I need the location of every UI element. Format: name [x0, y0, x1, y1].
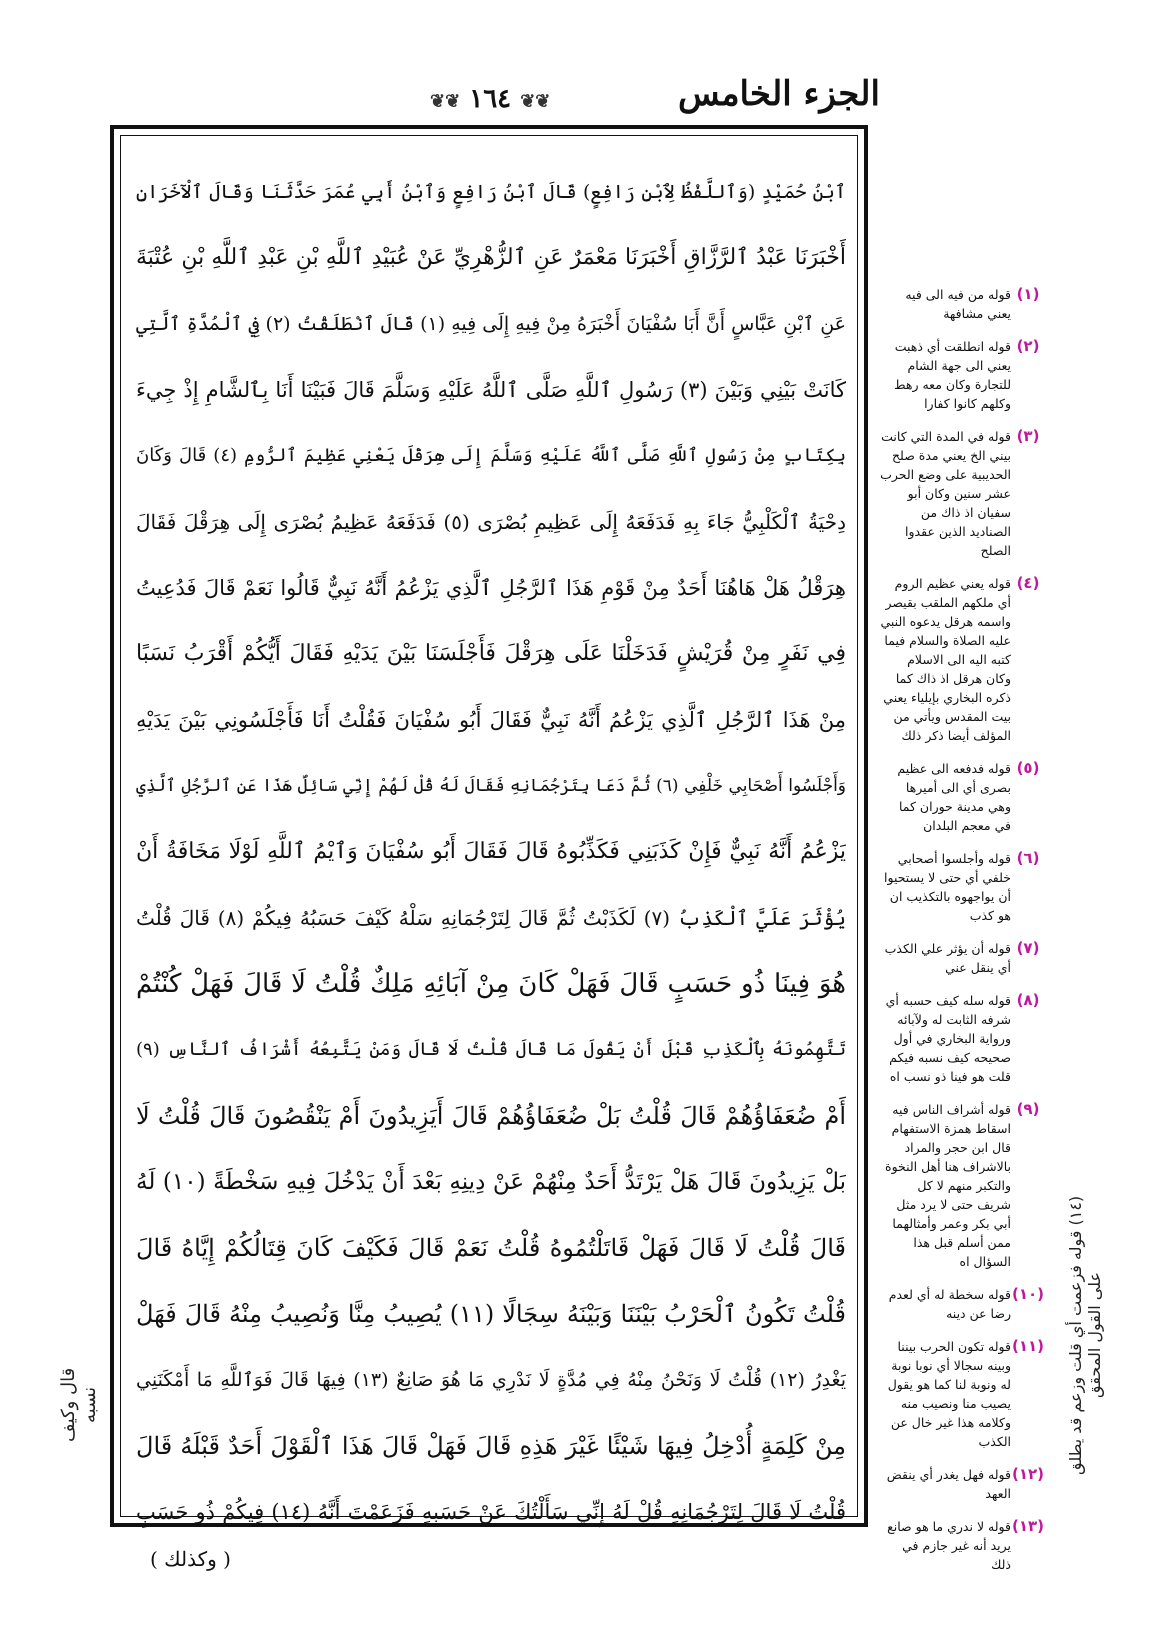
- footnote-text: قوله لا ندري ما هو صانع يريد أنه غير جازم في ذلك: [887, 1519, 1011, 1572]
- text-line: قُلْتُ لَا قَالَ لِتَرْجُمَانِهِ قُلْ لَهُ إِنِّي سَأَلْتُكَ عَنْ حَسَبِهِ فَزَعَمْتَ أَنَّهُ (١٤) فِيكُمْ ذُو حَسَبٍ: [136, 1500, 846, 1524]
- footnote: [880, 574, 1045, 745]
- text-line: يُؤْثَرَ عَلَيَّ ٱلْكَذِبُ (٧) لَكَذَبْتُ ثُمَّ قَالَ لِتَرْجُمَانِهِ سَلْهُ كَيْفَ حَسَبُهُ فِيكُمْ (٨) قَالَ قُلْتُ: [136, 906, 846, 930]
- left-margin-note: قال وكيف نسبه: [58, 1367, 100, 1443]
- footnote-text: قوله وأجلسوا أصحابي خلفي أي حتى لا يستحيوا أن يواجهوه بالتكذيب ان هو كذب: [884, 851, 1011, 923]
- footnote-number: (٦): [1016, 849, 1040, 867]
- text-line: عَنِ ٱبْنِ عَبَّاسٍ أَنَّ أَبَا سُفْيَانَ أَخْبَرَهُ مِنْ فِيهِ إِلَى فِيهِ (١) قَالَ ٱنْطَلَقْتُ (٢) فِي ٱلْمُدَّةِ ٱلَّتِي: [136, 313, 846, 335]
- footnote-text: قوله انطلقت أي ذهبت يعني الى جهة الشام للتجارة وكان معه رهط وكلهم كانوا كفارا: [894, 339, 1011, 411]
- footnote: [880, 1100, 1045, 1271]
- footnote: [880, 1465, 1045, 1503]
- footnote-number: (١٢): [1011, 1465, 1045, 1483]
- text-line: مِنْ هَذَا ٱلرَّجُلِ ٱلَّذِي يَزْعُمُ أَنَّهُ نَبِيٌّ فَقَالَ أَبُو سُفْيَانَ فَقُلْتُ أَنَا فَأَجْلَسُونِي بَيْنَ يَدَيْهِ: [136, 708, 846, 732]
- text-line: يَزْعُمُ أَنَّهُ نَبِيٌّ فَإِنْ كَذَبَنِي فَكَذِّبُوهُ قَالَ فَقَالَ أَبُو سُفْيَانَ وَٱيْمُ ٱللَّهِ لَوْلَا مَخَافَةُ أَنْ: [136, 839, 846, 864]
- footnote-text: قوله في المدة التي كانت بيني الخ يعني مدة صلح الحديبية على وضع الحرب عشر سنين وكان أبو سفيان اذ ذاك من الصناديد الذين عقدوا الصلح: [880, 429, 1011, 558]
- footnote-number: (٩): [1016, 1100, 1040, 1118]
- footnote-text: قوله يعني عظيم الروم أي ملكهم الملقب بقيصر واسمه هرقل يدعوه النبي عليه الصلاة والسلام فيما كتبه اليه الى الاسلام وكان هرقل اذ ذاك كما ذكره البخاري بإيلياء يعني بيت المقدس ويأتي من المؤلف أيضا ذكر ذلك: [880, 576, 1011, 743]
- main-text: [136, 159, 846, 1545]
- footnote-number: (١): [1016, 285, 1040, 303]
- text-line: أَخْبَرَنَا عَبْدُ ٱلرَّزَّاقِ أَخْبَرَنَا مَعْمَرٌ عَنِ ٱلزُّهْرِيِّ عَنْ عُبَيْدِ ٱللَّهِ بْنِ عَبْدِ ٱللَّهِ بْنِ عُتْبَةَ: [136, 245, 846, 270]
- main-text-frame: [110, 125, 868, 1527]
- footnote-text: قوله تكون الحرب بيننا وبينه سجالا أي نوبا نوبة له ونوبة لنا كما هو يقول يصيب منا ونصيب منه وكلامه هذا غير خال عن الكذب: [887, 1339, 1011, 1449]
- footnote: [880, 991, 1045, 1086]
- text-line: ٱبْنُ حُمَيْدٍ (وَٱللَّفْظُ لِٱبْنِ رَافِعٍ) قَالَ ٱبْنُ رَافِعٍ وَٱبْنُ أَبِي عُمَرَ حَدَّثَنَا وَقَالَ ٱلْآخَرَانِ: [136, 181, 846, 203]
- footnote: [880, 1337, 1045, 1451]
- ornament-right-icon: ❦❦: [520, 91, 551, 112]
- page-header: [100, 70, 880, 130]
- text-line: قُلْتُ تَكُونُ ٱلْحَرْبُ بَيْنَنَا وَبَيْنَهُ سِجَالًا (١١) يُصِيبُ مِنَّا وَنُصِيبُ مِنْهُ قَالَ فَهَلْ: [136, 1300, 846, 1328]
- footnote: [880, 1285, 1045, 1323]
- footnote-text: قوله من فيه الى فيه يعني مشافهة: [905, 287, 1011, 321]
- footnote-number: (١٣): [1011, 1517, 1045, 1535]
- text-line: هِرَقْلُ هَلْ هَاهُنَا أَحَدٌ مِنْ قَوْمِ هَذَا ٱلرَّجُلِ ٱلَّذِي يَزْعُمُ أَنَّهُ نَبِيٌّ قَالُوا نَعَمْ قَالَ فَدُعِيتُ: [136, 576, 846, 600]
- text-line: هُوَ فِينَا ذُو حَسَبٍ قَالَ فَهَلْ كَانَ مِنْ آبَائِهِ مَلِكٌ قُلْتُ لَا قَالَ فَهَلْ كُنْتُمْ: [136, 969, 846, 999]
- text-line: كَانَتْ بَيْنِي وَبَيْنَ (٣) رَسُولِ ٱللَّهِ صَلَّى ٱللَّهُ عَلَيْهِ وَسَلَّمَ قَالَ فَبَيْنَا أَنَا بِٱلشَّامِ إِذْ جِيءَ: [136, 378, 846, 402]
- text-line: أَمْ ضُعَفَاؤُهُمْ قَالَ قُلْتُ بَلْ ضُعَفَاؤُهُمْ قَالَ أَيَزِيدُونَ أَمْ يَنْقُصُونَ قَالَ قُلْتُ لَا: [136, 1102, 846, 1130]
- text-line: يَغْدِرُ (١٢) قُلْتُ لَا وَنَحْنُ مِنْهُ فِي مُدَّةٍ لَا نَدْرِي مَا هُوَ صَانِعٌ (١٣) فِيهَا قَالَ فَوَٱللَّهِ مَا أَمْكَنَنِي: [136, 1369, 846, 1391]
- footnote: [880, 759, 1045, 835]
- text-line: بَلْ يَزِيدُونَ قَالَ هَلْ يَرْتَدُّ أَحَدٌ مِنْهُمْ عَنْ دِينِهِ بَعْدَ أَنْ يَدْخُلَ فِيهِ سَخْطَةً (١٠) لَهُ: [136, 1169, 846, 1195]
- part-title: الجزء الخامس: [677, 74, 880, 114]
- text-line: وَأَجْلَسُوا أَصْحَابِي خَلْفِي (٦) ثُمَّ دَعَا بِتَرْجُمَانِهِ فَقَالَ لَهُ قُلْ لَهُمْ إِنِّي سَائِلٌ هَذَا عَنِ ٱلرَّجُلِ ٱلَّذِي: [136, 776, 846, 796]
- footnote-number: (٣): [1016, 427, 1040, 445]
- footnote-text: قوله أن يؤثر علي الكذب أي ينقل عني: [884, 941, 1011, 975]
- footnote-text: قوله فهل يغدر أي ينقض العهد: [886, 1467, 1011, 1501]
- ornament-left-icon: ❦❦: [430, 91, 461, 112]
- footnote-number: (٥): [1016, 759, 1040, 777]
- footnote-number: (٤): [1016, 574, 1040, 592]
- footnote: [880, 285, 1045, 323]
- footnotes-column: [880, 285, 1045, 1588]
- footnote-text: قوله سخطة له أي لعدم رضا عن دينه: [888, 1287, 1011, 1321]
- footnote-number: (١٠): [1011, 1285, 1045, 1303]
- footnote-number: (٨): [1016, 991, 1040, 1009]
- text-line: بِكِتَابٍ مِنْ رَسُولِ ٱللَّهِ صَلَّى ٱللَّهُ عَلَيْهِ وَسَلَّمَ إِلَى هِرَقْلَ يَعْنِي عَظِيمَ ٱلرُّومِ (٤) قَالَ وَكَانَ: [136, 445, 846, 466]
- page-number: ١٦٤: [469, 84, 512, 114]
- footnote-text: قوله فدفعه الى عظيم بصرى أي الى أميرها وهي مدينة حوران كما في معجم البلدان: [897, 761, 1011, 833]
- footnote-text: قوله سله كيف حسبه أي شرفه الثابت له ولآبائه ورواية البخاري في أول صحيحه كيف نسبه فيكم قلت هو فينا ذو نسب اه: [885, 993, 1011, 1084]
- page-number-group: [430, 84, 550, 114]
- text-line: فِي نَفَرٍ مِنْ قُرَيْشٍ فَدَخَلْنَا عَلَى هِرَقْلَ فَأَجْلَسَنَا بَيْنَ يَدَيْهِ فَقَالَ أَيُّكُمْ أَقْرَبُ نَسَبًا: [136, 641, 846, 666]
- catchword: ( وكذلك ): [150, 1547, 231, 1571]
- text-line: تَتَّهِمُونَهُ بِٱلْكَذِبِ قَبْلَ أَنْ يَقُولَ مَا قَالَ قُلْتُ لَا قَالَ وَمَنْ يَتَّبِعُهُ أَشْرَافُ ٱلنَّاسِ (٩): [136, 1039, 846, 1060]
- text-line: دِحْيَةُ ٱلْكَلْبِيُّ جَاءَ بِهِ فَدَفَعَهُ إِلَى عَظِيمِ بُصْرَى (٥) فَدَفَعَهُ عَظِيمُ بُصْرَى إِلَى هِرَقْلَ فَقَالَ: [136, 510, 846, 534]
- footnote: [880, 1517, 1045, 1574]
- footnote-number: (٢): [1016, 337, 1040, 355]
- footnote: [880, 337, 1045, 413]
- text-line: قَالَ قُلْتُ لَا قَالَ فَهَلْ قَاتَلْتُمُوهُ قُلْتُ نَعَمْ قَالَ فَكَيْفَ كَانَ قِتَالُكُمْ إِيَّاهُ قَالَ: [136, 1234, 846, 1262]
- footnote: [880, 939, 1045, 977]
- footnote-number: (١١): [1011, 1337, 1045, 1355]
- footnote: [880, 849, 1045, 925]
- footnote: [880, 427, 1045, 560]
- right-margin-note: (١٤) قوله فزعمت أي قلت وزعم قد يطلق على القول المحقق: [1066, 1195, 1104, 1475]
- footnote-text: قوله أشراف الناس فيه اسقاط همزة الاستفهام قال ابن حجر والمراد بالاشراف هنا أهل النخوة والتكبر منهم لا كل شريف حتى لا يرد مثل أبي بكر وعمر وأمثالهما ممن أسلم قبل هذا السؤال اه: [885, 1102, 1011, 1269]
- footnote-number: (٧): [1016, 939, 1040, 957]
- text-line: مِنْ كَلِمَةٍ أُدْخِلُ فِيهَا شَيْئًا غَيْرَ هَذِهِ قَالَ فَهَلْ قَالَ هَذَا ٱلْقَوْلَ أَحَدٌ قَبْلَهُ قَالَ: [136, 1432, 846, 1460]
